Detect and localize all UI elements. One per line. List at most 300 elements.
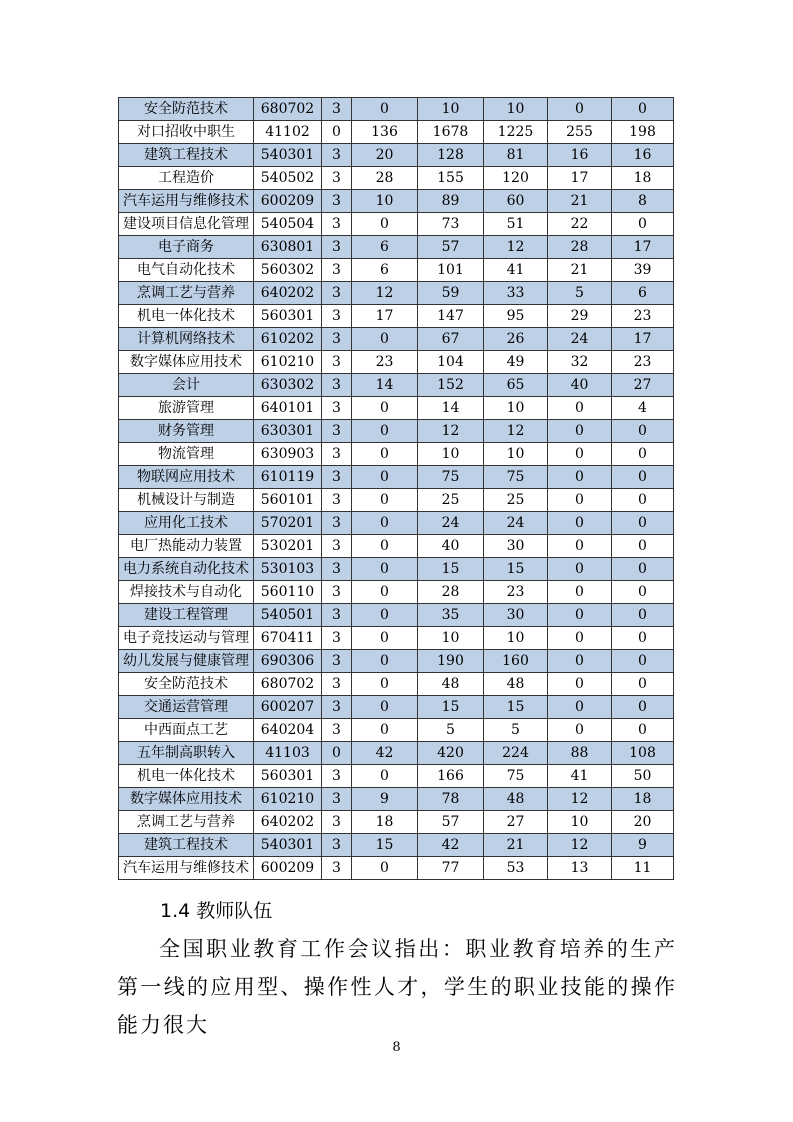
major-name-cell: 财务管理 <box>119 420 254 443</box>
col-3-cell: 81 <box>484 144 548 167</box>
years-cell: 3 <box>322 650 352 673</box>
col-4-cell: 21 <box>548 190 612 213</box>
years-cell: 3 <box>322 673 352 696</box>
col-4-cell: 0 <box>548 673 612 696</box>
col-2-cell: 101 <box>418 259 484 282</box>
col-1-cell: 0 <box>352 604 418 627</box>
col-2-cell: 77 <box>418 857 484 880</box>
col-4-cell: 40 <box>548 374 612 397</box>
col-1-cell: 0 <box>352 627 418 650</box>
major-code-cell: 600209 <box>254 190 322 213</box>
col-5-cell: 0 <box>612 558 674 581</box>
years-cell: 0 <box>322 742 352 765</box>
major-code-cell: 630801 <box>254 236 322 259</box>
col-5-cell: 4 <box>612 397 674 420</box>
major-code-cell: 690306 <box>254 650 322 673</box>
col-5-cell: 18 <box>612 167 674 190</box>
col-5-cell: 39 <box>612 259 674 282</box>
col-5-cell: 0 <box>612 581 674 604</box>
col-2-cell: 57 <box>418 811 484 834</box>
col-3-cell: 12 <box>484 236 548 259</box>
major-name-cell: 数字媒体应用技术 <box>119 351 254 374</box>
years-cell: 3 <box>322 466 352 489</box>
major-code-cell: 610210 <box>254 788 322 811</box>
col-5-cell: 0 <box>612 443 674 466</box>
major-name-cell: 工程造价 <box>119 167 254 190</box>
major-code-cell: 600207 <box>254 696 322 719</box>
col-2-cell: 25 <box>418 489 484 512</box>
col-2-cell: 128 <box>418 144 484 167</box>
years-cell: 3 <box>322 765 352 788</box>
col-3-cell: 30 <box>484 604 548 627</box>
col-4-cell: 0 <box>548 98 612 121</box>
major-code-cell: 540301 <box>254 834 322 857</box>
major-name-cell: 电厂热能动力装置 <box>119 535 254 558</box>
col-4-cell: 10 <box>548 811 612 834</box>
major-code-cell: 630903 <box>254 443 322 466</box>
col-2-cell: 12 <box>418 420 484 443</box>
col-2-cell: 152 <box>418 374 484 397</box>
col-2-cell: 420 <box>418 742 484 765</box>
table-row <box>119 305 674 328</box>
col-4-cell: 0 <box>548 650 612 673</box>
major-name-cell: 中西面点工艺 <box>119 719 254 742</box>
col-4-cell: 0 <box>548 696 612 719</box>
col-3-cell: 30 <box>484 535 548 558</box>
major-code-cell: 680702 <box>254 673 322 696</box>
major-code-cell: 640202 <box>254 811 322 834</box>
col-4-cell: 0 <box>548 627 612 650</box>
major-code-cell: 540502 <box>254 167 322 190</box>
major-name-cell: 对口招收中职生 <box>119 121 254 144</box>
table-row <box>119 282 674 305</box>
col-3-cell: 53 <box>484 857 548 880</box>
col-2-cell: 59 <box>418 282 484 305</box>
col-1-cell: 42 <box>352 742 418 765</box>
page-number: 8 <box>392 1040 401 1055</box>
major-code-cell: 41103 <box>254 742 322 765</box>
col-3-cell: 10 <box>484 627 548 650</box>
table-row <box>119 466 674 489</box>
major-name-cell: 旅游管理 <box>119 397 254 420</box>
col-2-cell: 42 <box>418 834 484 857</box>
col-2-cell: 35 <box>418 604 484 627</box>
col-3-cell: 51 <box>484 213 548 236</box>
col-3-cell: 15 <box>484 558 548 581</box>
col-1-cell: 12 <box>352 282 418 305</box>
col-5-cell: 18 <box>612 788 674 811</box>
table-row <box>119 190 674 213</box>
major-code-cell: 570201 <box>254 512 322 535</box>
col-1-cell: 0 <box>352 673 418 696</box>
col-1-cell: 0 <box>352 397 418 420</box>
col-1-cell: 15 <box>352 834 418 857</box>
major-name-cell: 烹调工艺与营养 <box>119 811 254 834</box>
col-3-cell: 48 <box>484 673 548 696</box>
table-row <box>119 443 674 466</box>
table-row <box>119 719 674 742</box>
col-3-cell: 27 <box>484 811 548 834</box>
major-name-cell: 建设工程管理 <box>119 604 254 627</box>
table-row <box>119 236 674 259</box>
major-code-cell: 640101 <box>254 397 322 420</box>
col-2-cell: 75 <box>418 466 484 489</box>
col-4-cell: 12 <box>548 788 612 811</box>
col-5-cell: 0 <box>612 489 674 512</box>
major-name-cell: 安全防范技术 <box>119 98 254 121</box>
col-5-cell: 0 <box>612 213 674 236</box>
table-row <box>119 328 674 351</box>
col-4-cell: 13 <box>548 857 612 880</box>
col-4-cell: 32 <box>548 351 612 374</box>
col-1-cell: 0 <box>352 558 418 581</box>
col-4-cell: 0 <box>548 512 612 535</box>
major-name-cell: 安全防范技术 <box>119 673 254 696</box>
col-1-cell: 0 <box>352 719 418 742</box>
col-1-cell: 6 <box>352 236 418 259</box>
years-cell: 3 <box>322 374 352 397</box>
table-row <box>119 811 674 834</box>
col-2-cell: 24 <box>418 512 484 535</box>
major-code-cell: 530103 <box>254 558 322 581</box>
col-3-cell: 75 <box>484 765 548 788</box>
table-row <box>119 535 674 558</box>
col-2-cell: 10 <box>418 98 484 121</box>
table-row <box>119 98 674 121</box>
col-2-cell: 40 <box>418 535 484 558</box>
major-code-cell: 560301 <box>254 305 322 328</box>
major-code-cell: 600209 <box>254 857 322 880</box>
table-row <box>119 512 674 535</box>
years-cell: 3 <box>322 696 352 719</box>
years-cell: 3 <box>322 811 352 834</box>
col-3-cell: 60 <box>484 190 548 213</box>
table-row <box>119 788 674 811</box>
col-2-cell: 15 <box>418 696 484 719</box>
major-name-cell: 数字媒体应用技术 <box>119 788 254 811</box>
years-cell: 3 <box>322 351 352 374</box>
table-row <box>119 397 674 420</box>
major-code-cell: 560110 <box>254 581 322 604</box>
col-1-cell: 0 <box>352 512 418 535</box>
major-name-cell: 会计 <box>119 374 254 397</box>
table-row <box>119 213 674 236</box>
col-5-cell: 20 <box>612 811 674 834</box>
col-5-cell: 23 <box>612 305 674 328</box>
col-3-cell: 5 <box>484 719 548 742</box>
col-3-cell: 24 <box>484 512 548 535</box>
col-3-cell: 75 <box>484 466 548 489</box>
table-row <box>119 673 674 696</box>
col-4-cell: 0 <box>548 581 612 604</box>
col-4-cell: 0 <box>548 420 612 443</box>
years-cell: 3 <box>322 489 352 512</box>
years-cell: 3 <box>322 719 352 742</box>
col-1-cell: 0 <box>352 489 418 512</box>
col-5-cell: 0 <box>612 696 674 719</box>
major-name-cell: 建设项目信息化管理 <box>119 213 254 236</box>
col-3-cell: 21 <box>484 834 548 857</box>
major-code-cell: 560301 <box>254 765 322 788</box>
col-5-cell: 0 <box>612 627 674 650</box>
major-code-cell: 680702 <box>254 98 322 121</box>
years-cell: 3 <box>322 236 352 259</box>
col-3-cell: 41 <box>484 259 548 282</box>
col-3-cell: 23 <box>484 581 548 604</box>
years-cell: 3 <box>322 834 352 857</box>
major-name-cell: 机电一体化技术 <box>119 305 254 328</box>
major-name-cell: 建筑工程技术 <box>119 834 254 857</box>
major-code-cell: 41102 <box>254 121 322 144</box>
major-name-cell: 烹调工艺与营养 <box>119 282 254 305</box>
col-1-cell: 0 <box>352 857 418 880</box>
col-2-cell: 73 <box>418 213 484 236</box>
table-row <box>119 627 674 650</box>
col-2-cell: 28 <box>418 581 484 604</box>
col-5-cell: 0 <box>612 466 674 489</box>
col-1-cell: 10 <box>352 190 418 213</box>
col-2-cell: 10 <box>418 627 484 650</box>
col-1-cell: 17 <box>352 305 418 328</box>
col-5-cell: 11 <box>612 857 674 880</box>
col-5-cell: 0 <box>612 604 674 627</box>
major-code-cell: 560101 <box>254 489 322 512</box>
col-5-cell: 9 <box>612 834 674 857</box>
col-1-cell: 0 <box>352 466 418 489</box>
major-name-cell: 幼儿发展与健康管理 <box>119 650 254 673</box>
years-cell: 3 <box>322 259 352 282</box>
col-4-cell: 29 <box>548 305 612 328</box>
major-code-cell: 670411 <box>254 627 322 650</box>
major-code-cell: 610202 <box>254 328 322 351</box>
col-1-cell: 18 <box>352 811 418 834</box>
col-3-cell: 15 <box>484 696 548 719</box>
major-name-cell: 交通运营管理 <box>119 696 254 719</box>
col-1-cell: 6 <box>352 259 418 282</box>
years-cell: 3 <box>322 604 352 627</box>
col-3-cell: 120 <box>484 167 548 190</box>
years-cell: 3 <box>322 282 352 305</box>
col-3-cell: 49 <box>484 351 548 374</box>
col-4-cell: 0 <box>548 397 612 420</box>
years-cell: 3 <box>322 788 352 811</box>
years-cell: 0 <box>322 121 352 144</box>
col-4-cell: 24 <box>548 328 612 351</box>
col-3-cell: 10 <box>484 98 548 121</box>
col-5-cell: 17 <box>612 236 674 259</box>
col-5-cell: 0 <box>612 420 674 443</box>
table-row <box>119 259 674 282</box>
col-1-cell: 0 <box>352 650 418 673</box>
col-3-cell: 48 <box>484 788 548 811</box>
years-cell: 3 <box>322 535 352 558</box>
col-3-cell: 26 <box>484 328 548 351</box>
table-row <box>119 420 674 443</box>
major-name-cell: 物联网应用技术 <box>119 466 254 489</box>
col-5-cell: 27 <box>612 374 674 397</box>
col-1-cell: 14 <box>352 374 418 397</box>
major-name-cell: 汽车运用与维修技术 <box>119 857 254 880</box>
col-3-cell: 10 <box>484 443 548 466</box>
col-3-cell: 224 <box>484 742 548 765</box>
table-row <box>119 374 674 397</box>
col-2-cell: 104 <box>418 351 484 374</box>
major-name-cell: 电子竞技运动与管理 <box>119 627 254 650</box>
table-row <box>119 351 674 374</box>
col-5-cell: 198 <box>612 121 674 144</box>
col-2-cell: 155 <box>418 167 484 190</box>
major-name-cell: 应用化工技术 <box>119 512 254 535</box>
years-cell: 3 <box>322 98 352 121</box>
col-2-cell: 14 <box>418 397 484 420</box>
col-5-cell: 108 <box>612 742 674 765</box>
table-row <box>119 834 674 857</box>
table-row <box>119 489 674 512</box>
col-1-cell: 0 <box>352 696 418 719</box>
col-2-cell: 10 <box>418 443 484 466</box>
table-row <box>119 121 674 144</box>
col-5-cell: 8 <box>612 190 674 213</box>
col-5-cell: 0 <box>612 719 674 742</box>
col-1-cell: 0 <box>352 581 418 604</box>
section-heading: 1.4 教师队伍 <box>160 900 273 922</box>
col-4-cell: 16 <box>548 144 612 167</box>
years-cell: 3 <box>322 420 352 443</box>
table-row <box>119 765 674 788</box>
col-5-cell: 6 <box>612 282 674 305</box>
col-2-cell: 57 <box>418 236 484 259</box>
col-4-cell: 0 <box>548 489 612 512</box>
years-cell: 3 <box>322 397 352 420</box>
major-name-cell: 电子商务 <box>119 236 254 259</box>
body-paragraph: 全国职业教育工作会议指出：职业教育培养的生产第一线的应用型、操作性人才，学生的职业技能的操作能力很大 <box>117 937 677 1037</box>
col-1-cell: 0 <box>352 98 418 121</box>
table-body <box>119 98 674 880</box>
major-code-cell: 630301 <box>254 420 322 443</box>
table-row <box>119 650 674 673</box>
col-5-cell: 0 <box>612 650 674 673</box>
col-4-cell: 21 <box>548 259 612 282</box>
col-4-cell: 28 <box>548 236 612 259</box>
col-5-cell: 0 <box>612 535 674 558</box>
col-5-cell: 17 <box>612 328 674 351</box>
col-4-cell: 41 <box>548 765 612 788</box>
col-3-cell: 10 <box>484 397 548 420</box>
col-5-cell: 0 <box>612 512 674 535</box>
col-2-cell: 48 <box>418 673 484 696</box>
major-name-cell: 汽车运用与维修技术 <box>119 190 254 213</box>
major-code-cell: 560302 <box>254 259 322 282</box>
major-name-cell: 电力系统自动化技术 <box>119 558 254 581</box>
col-3-cell: 25 <box>484 489 548 512</box>
col-4-cell: 5 <box>548 282 612 305</box>
col-5-cell: 0 <box>612 673 674 696</box>
years-cell: 3 <box>322 857 352 880</box>
col-5-cell: 23 <box>612 351 674 374</box>
major-name-cell: 物流管理 <box>119 443 254 466</box>
col-4-cell: 255 <box>548 121 612 144</box>
table-row <box>119 144 674 167</box>
col-1-cell: 0 <box>352 535 418 558</box>
major-name-cell: 电气自动化技术 <box>119 259 254 282</box>
years-cell: 3 <box>322 558 352 581</box>
col-5-cell: 50 <box>612 765 674 788</box>
major-code-cell: 640204 <box>254 719 322 742</box>
col-1-cell: 0 <box>352 443 418 466</box>
col-4-cell: 17 <box>548 167 612 190</box>
years-cell: 3 <box>322 581 352 604</box>
years-cell: 3 <box>322 305 352 328</box>
col-1-cell: 28 <box>352 167 418 190</box>
col-4-cell: 0 <box>548 604 612 627</box>
table-row <box>119 696 674 719</box>
col-3-cell: 1225 <box>484 121 548 144</box>
years-cell: 3 <box>322 190 352 213</box>
col-2-cell: 5 <box>418 719 484 742</box>
major-code-cell: 640202 <box>254 282 322 305</box>
col-2-cell: 190 <box>418 650 484 673</box>
col-2-cell: 166 <box>418 765 484 788</box>
major-name-cell: 机械设计与制造 <box>119 489 254 512</box>
major-code-cell: 630302 <box>254 374 322 397</box>
years-cell: 3 <box>322 627 352 650</box>
col-1-cell: 0 <box>352 765 418 788</box>
major-code-cell: 610119 <box>254 466 322 489</box>
col-4-cell: 12 <box>548 834 612 857</box>
years-cell: 3 <box>322 443 352 466</box>
col-2-cell: 89 <box>418 190 484 213</box>
col-1-cell: 0 <box>352 420 418 443</box>
table-row <box>119 857 674 880</box>
major-code-cell: 610210 <box>254 351 322 374</box>
col-5-cell: 16 <box>612 144 674 167</box>
col-3-cell: 12 <box>484 420 548 443</box>
years-cell: 3 <box>322 213 352 236</box>
major-code-cell: 530201 <box>254 535 322 558</box>
col-2-cell: 147 <box>418 305 484 328</box>
col-4-cell: 0 <box>548 558 612 581</box>
major-name-cell: 机电一体化技术 <box>119 765 254 788</box>
col-1-cell: 23 <box>352 351 418 374</box>
years-cell: 3 <box>322 328 352 351</box>
col-1-cell: 20 <box>352 144 418 167</box>
col-3-cell: 160 <box>484 650 548 673</box>
table-row <box>119 604 674 627</box>
col-1-cell: 9 <box>352 788 418 811</box>
col-2-cell: 15 <box>418 558 484 581</box>
col-4-cell: 88 <box>548 742 612 765</box>
col-2-cell: 1678 <box>418 121 484 144</box>
col-3-cell: 95 <box>484 305 548 328</box>
col-4-cell: 0 <box>548 719 612 742</box>
major-name-cell: 焊接技术与自动化 <box>119 581 254 604</box>
col-4-cell: 0 <box>548 466 612 489</box>
major-code-cell: 540501 <box>254 604 322 627</box>
major-name-cell: 五年制高职转入 <box>119 742 254 765</box>
col-4-cell: 0 <box>548 443 612 466</box>
col-3-cell: 33 <box>484 282 548 305</box>
major-code-cell: 540504 <box>254 213 322 236</box>
table-row <box>119 581 674 604</box>
major-name-cell: 建筑工程技术 <box>119 144 254 167</box>
col-2-cell: 67 <box>418 328 484 351</box>
major-code-cell: 540301 <box>254 144 322 167</box>
years-cell: 3 <box>322 512 352 535</box>
col-1-cell: 0 <box>352 328 418 351</box>
col-1-cell: 0 <box>352 213 418 236</box>
table-row <box>119 558 674 581</box>
years-cell: 3 <box>322 167 352 190</box>
